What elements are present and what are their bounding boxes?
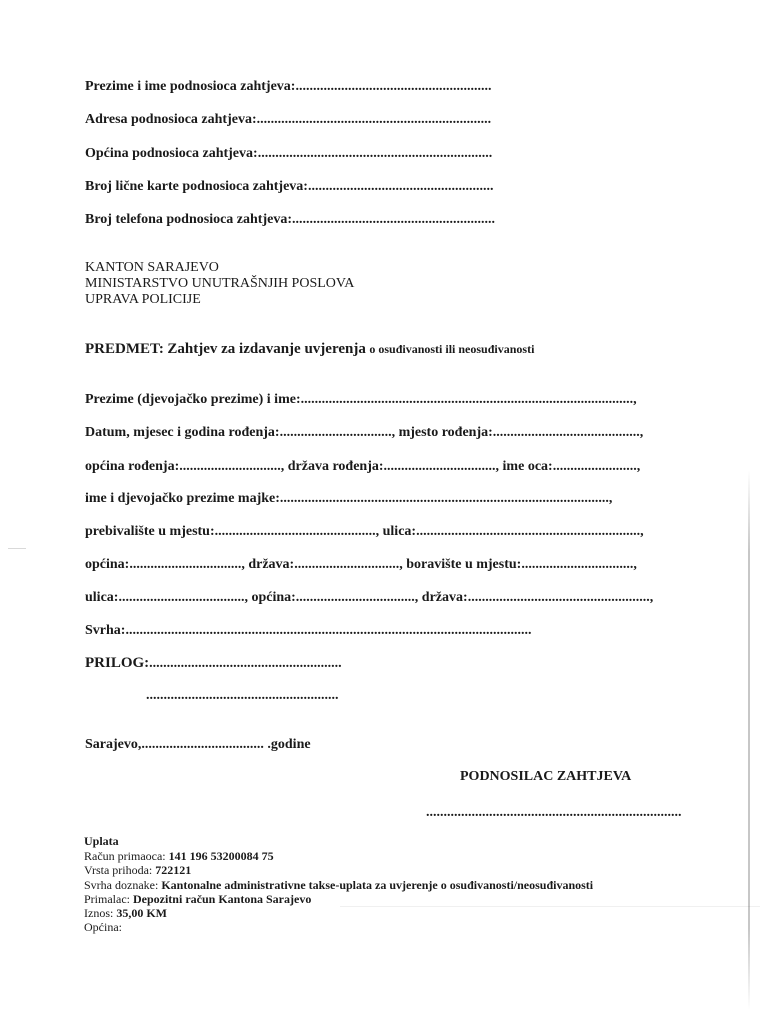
recipient-ministry: MINISTARSTVO UNUTRAŠNJIH POSLOVA <box>85 276 355 291</box>
father-name-blank[interactable]: ........................, <box>552 459 641 474</box>
birth-municipality-blank[interactable]: ............................., <box>179 459 285 474</box>
form-row-purpose[interactable] <box>85 623 531 639</box>
form-row-maiden-name[interactable] <box>85 392 637 408</box>
payment-recipient-row <box>84 892 311 906</box>
payment-municipality-row <box>84 920 122 934</box>
payment-municipality-label: Općina: <box>84 920 122 934</box>
mother-name-blank[interactable]: .............................................................................................., <box>279 491 613 506</box>
mother-name-label: ime i djevojačko prezime majke: <box>85 491 280 506</box>
payment-recipient-value: Depozitni račun Kantona Sarajevo <box>132 892 312 906</box>
payment-purpose-row <box>84 878 593 892</box>
applicant-phone-label: Broj telefona podnosioca zahtjeva: <box>85 212 292 227</box>
signature-title: PODNOSILAC ZAHTJEVA <box>460 769 632 784</box>
applicant-name-blank[interactable]: ........................................................ <box>295 79 492 94</box>
residence-country-label: država: <box>248 557 295 572</box>
residence-street-label: ulica: <box>382 524 417 539</box>
form-row-birth-date[interactable] <box>85 425 643 441</box>
applicant-name-label: Prezime i ime podnosioca zahtjeva: <box>85 79 296 94</box>
applicant-id-card-label: Broj lične karte podnosioca zahtjeva: <box>85 179 308 194</box>
birth-country-blank[interactable]: ................................, <box>383 459 500 474</box>
subject-small-text: o osuđivanosti ili neosuđivanosti <box>369 342 535 356</box>
payment-account-row <box>84 849 274 863</box>
residence-country-blank[interactable]: .............................., <box>294 557 403 572</box>
birth-country-label: država rođenja: <box>287 459 384 474</box>
attachment-label: PRILOG: <box>85 655 150 671</box>
payment-amount-value: 35,00 KM <box>116 906 167 920</box>
payment-recipient-label: Primalac: <box>84 892 130 906</box>
temp-municipality-blank[interactable]: .................................., <box>295 590 419 605</box>
birth-date-blank[interactable]: ................................, <box>279 425 396 440</box>
form-row-mother-name[interactable] <box>85 491 612 507</box>
applicant-name-field[interactable] <box>85 79 491 95</box>
applicant-address-label: Adresa podnosioca zahtjeva: <box>85 112 257 127</box>
temp-residence-label: boravište u mjestu: <box>406 557 522 572</box>
applicant-phone-field[interactable] <box>85 212 495 228</box>
residence-street-blank[interactable]: ................................................................, <box>416 524 644 539</box>
date-blank[interactable]: ................................... <box>141 737 264 752</box>
residence-municipality-blank[interactable]: ................................, <box>129 557 245 572</box>
birth-date-label: Datum, mjesec i godina rođenja: <box>85 425 280 440</box>
birth-place-blank[interactable]: .........................................., <box>492 425 644 440</box>
temp-municipality-label: općina: <box>251 590 296 605</box>
temp-country-blank[interactable]: ...................................................., <box>467 590 654 605</box>
subject-text: Zahtjev za izdavanje uvjerenja <box>167 341 366 357</box>
birth-place-label: mjesto rođenja: <box>398 425 493 440</box>
payment-amount-label: Iznos: <box>84 906 114 920</box>
payment-type-value: 722121 <box>155 863 192 877</box>
applicant-id-card-blank[interactable]: ..................................................... <box>307 179 494 194</box>
scan-edge-line <box>748 470 750 1010</box>
form-row-attachment[interactable] <box>85 655 342 672</box>
payment-purpose-label: Svrha doznake: <box>84 878 159 892</box>
applicant-municipality-blank[interactable]: ................................................................... <box>257 146 493 161</box>
scan-crease <box>340 906 760 907</box>
payment-purpose-value: Kantonalne administrativne takse-uplata za uvjerenje o osuđivanosti/neosuđivanosti <box>161 878 594 892</box>
payment-type-label: Vrsta prihoda: <box>84 863 153 877</box>
father-name-label: ime oca: <box>502 459 553 474</box>
applicant-id-card-field[interactable] <box>85 179 493 195</box>
applicant-address-blank[interactable]: ................................................................... <box>256 112 492 127</box>
temp-street-label: ulica: <box>85 590 119 605</box>
residence-place-blank[interactable]: .............................................., <box>214 524 380 539</box>
place-label: Sarajevo, <box>85 737 142 752</box>
subject-line <box>85 341 534 358</box>
date-suffix: .godine <box>267 737 311 752</box>
maiden-name-blank[interactable]: ..............................................................................................., <box>300 392 637 407</box>
payment-type-row <box>84 863 191 877</box>
residence-municipality-label: općina: <box>85 557 130 572</box>
payment-title: Uplata <box>84 834 119 848</box>
applicant-address-field[interactable] <box>85 112 491 128</box>
scan-mark-left <box>8 548 26 549</box>
payment-account-value: 141 196 53200084 75 <box>168 849 274 863</box>
maiden-name-label: Prezime (djevojačko prezime) i ime: <box>85 392 301 407</box>
form-row-birth-municipality[interactable] <box>85 459 640 475</box>
applicant-municipality-field[interactable] <box>85 146 492 162</box>
applicant-municipality-label: Općina podnosioca zahtjeva: <box>85 146 258 161</box>
form-row-attachment-2[interactable] <box>146 688 339 704</box>
signature-blank[interactable]: ......................................................................... <box>426 805 682 820</box>
recipient-police: UPRAVA POLICIJE <box>85 292 201 307</box>
attachment-blank-2[interactable]: ....................................................... <box>146 688 339 703</box>
form-row-residence[interactable] <box>85 524 644 540</box>
residence-place-label: prebivalište u mjestu: <box>85 524 215 539</box>
temp-street-blank[interactable]: ...................................., <box>118 590 248 605</box>
payment-amount-row <box>84 906 167 920</box>
form-row-municipality-country[interactable] <box>85 557 637 573</box>
form-row-temp-address[interactable] <box>85 590 653 606</box>
temp-residence-blank[interactable]: ................................, <box>521 557 637 572</box>
place-date-row[interactable] <box>85 737 311 753</box>
payment-account-label: Račun primaoca: <box>84 849 166 863</box>
recipient-canton: KANTON SARAJEVO <box>85 260 219 275</box>
purpose-blank[interactable]: .................................................................................................................... <box>125 623 532 638</box>
birth-municipality-label: općina rođenja: <box>85 459 180 474</box>
applicant-phone-blank[interactable]: .......................................................... <box>292 212 495 227</box>
purpose-label: Svrha: <box>85 623 126 638</box>
subject-label: PREDMET: <box>85 341 164 357</box>
temp-country-label: država: <box>421 590 468 605</box>
attachment-blank[interactable]: ....................................................... <box>149 656 342 671</box>
